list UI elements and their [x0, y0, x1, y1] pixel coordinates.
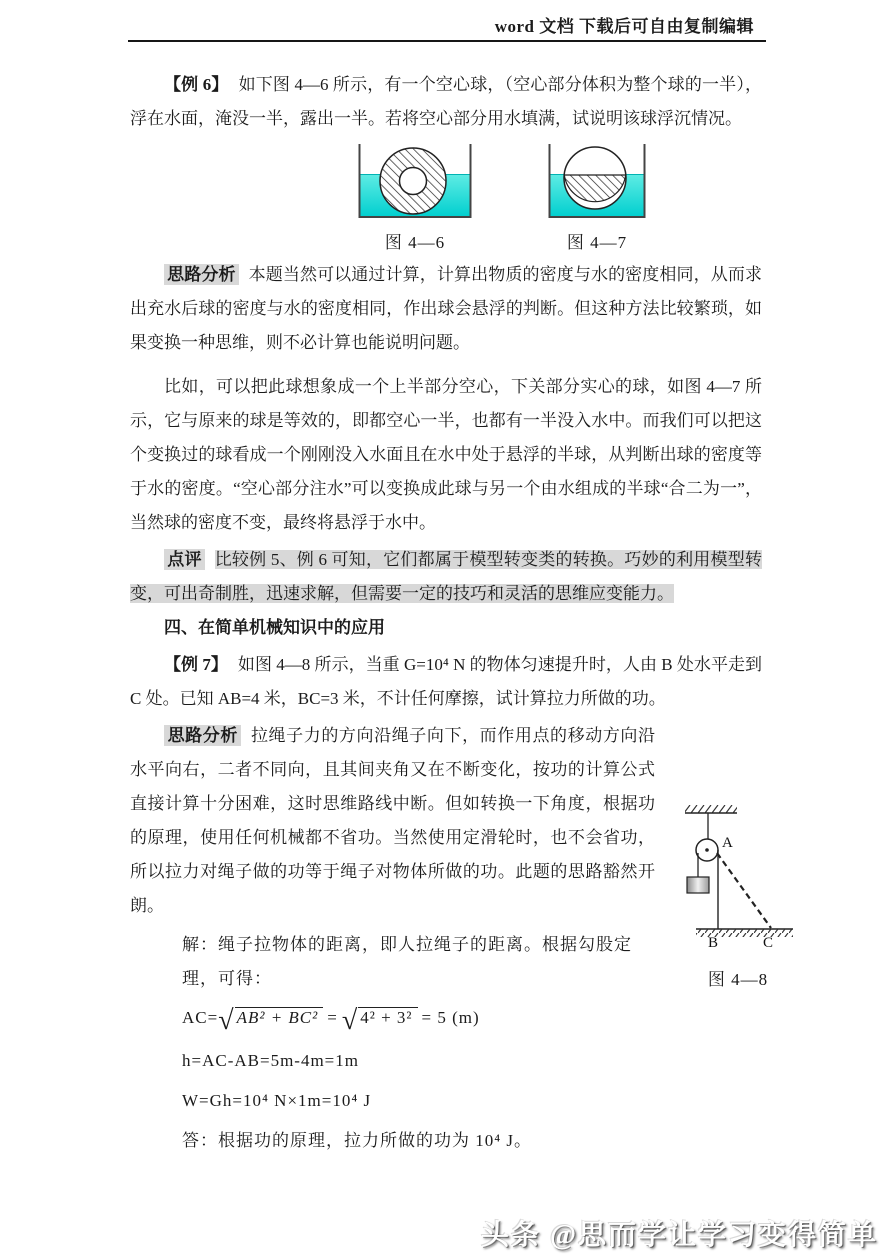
example7-text: 如图 4—8 所示，当重 G=10⁴ N 的物体匀速提升时，人由 B 处水平走到 C 处。已知 AB=4 米，BC=3 米，不计任何摩擦，试计算拉力所做的功。	[130, 655, 763, 708]
analysis1-text: 本题当然可以通过计算，计算出物质的密度与水的密度相同，从而求出充水后球的密度与水的密度相同，作出球会悬浮的判断。但这种方法比较繁琐，如果变换一种思维，则不必计算也能说明问题。	[130, 265, 763, 352]
radical-1	[218, 998, 323, 1038]
document-body	[130, 42, 774, 1158]
radical-sign: √	[218, 1005, 235, 1036]
radical-1-content: AB² + BC²	[235, 1007, 324, 1027]
formula-equals: =	[327, 1008, 338, 1027]
formula-ac-rhs: = 5 (m)	[421, 1008, 480, 1027]
hollow-ball-cavity	[400, 168, 427, 195]
analysis2-label: 思路分析	[164, 725, 241, 746]
analysis1-paragraph	[130, 258, 762, 360]
section4-heading: 四、在简单机械知识中的应用	[164, 618, 385, 637]
page-header-text: word 文档 下载后可自由复制编辑	[494, 17, 754, 36]
watermark-text: 头条 @思而学让学习变得简单	[480, 1220, 878, 1251]
analysis2-text: 拉绳子力的方向沿绳子向下，而作用点的移动方向沿水平向右，二者不同向，且其间夹角又在不断变化，按功的计算公式直接计算十分困难，这时思维路线中断。但如转换一下角度，根据功的原理，使用任何机械都不省功。当然使用定滑轮时，也不会省功，所以拉力对绳子做的功等于绳子对物体所做的功。此题的思路豁然开朗。	[130, 726, 656, 915]
weight-block	[687, 877, 709, 893]
figure-4-8	[663, 797, 888, 997]
formula-ac	[130, 998, 762, 1038]
figure-row	[130, 142, 762, 253]
point-C-label: C	[762, 935, 774, 949]
analysis1-label: 思路分析	[164, 264, 239, 285]
solution-intro: 解：绳子拉物体的距离，即人拉绳子的距离。根据勾股定理，可得：	[182, 935, 632, 988]
hollow-ball-tank-drawing	[355, 142, 475, 220]
formula-ac-lhs: AC=	[182, 1008, 219, 1027]
half-solid-ball-tank-drawing	[545, 142, 649, 220]
comment-label: 点评	[164, 549, 205, 570]
example7-paragraph	[130, 648, 762, 716]
radical-sign: √	[341, 1005, 359, 1036]
biru-paragraph: 比如，可以把此球想象成一个上半部分空心，下关部分实心的球，如图 4—7 所示，它与原来的球是等效的，即都空心一半，也都有一半没入水中。而我们可以把这个变换过的球看成一个刚刚没入水面且在水中处于悬浮的半球，从判断出球的密度等于水的密度。“空心部分注水”可以变换成此球与另一个由水组成的半球“合二为一”，当然球的密度不变，最终将悬浮于水中。	[130, 377, 762, 532]
point-B-label: B	[707, 935, 719, 949]
example6-label: 【例 6】	[164, 75, 229, 94]
comment-paragraph	[130, 543, 762, 611]
pulley-axle	[705, 848, 709, 852]
figure-4-7-caption: 图 4—7	[566, 233, 628, 252]
pulley-diagram	[663, 797, 888, 949]
example7-label: 【例 7】	[164, 655, 228, 674]
figure-4-8-caption: 图 4—8	[707, 970, 769, 989]
radical-2	[342, 998, 418, 1038]
formula-w: W=Gh=10⁴ N×1m=10⁴ J	[182, 1091, 372, 1110]
figure-4-6	[355, 142, 475, 253]
point-A-label: A	[722, 835, 733, 851]
radical-2-content: 4² + 3²	[358, 1007, 417, 1027]
rope-to-C-dashed	[717, 853, 771, 928]
example6-text: 如下图 4—6 所示，有一个空心球，（空心部分体积为整个球的一半），浮在水面，淹没一半，露出一半。若将空心部分用水填满，试说明该球浮沉情况。	[130, 75, 763, 128]
example6-paragraph	[130, 68, 762, 136]
ceiling-hatching	[685, 805, 737, 813]
figure-4-7	[545, 142, 649, 253]
solution-answer: 答：根据功的原理，拉力所做的功为 10⁴ J。	[182, 1131, 533, 1150]
formula-h: h=AC-AB=5m-4m=1m	[182, 1051, 359, 1070]
comment-text: 比较例 5、例 6 可知，它们都属于模型转变类的转换。巧妙的利用模型转变，可出奇制胜，迅速求解，但需要一定的技巧和灵活的思维应变能力。	[130, 550, 762, 603]
figure-4-6-caption: 图 4—6	[384, 233, 446, 252]
